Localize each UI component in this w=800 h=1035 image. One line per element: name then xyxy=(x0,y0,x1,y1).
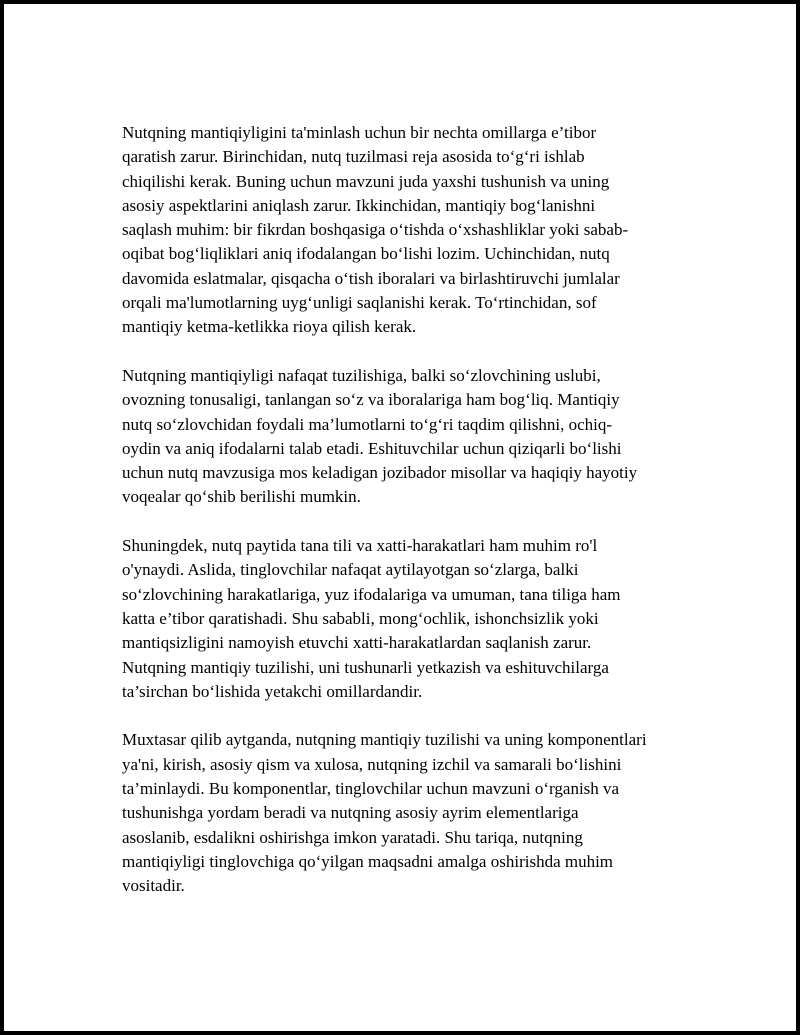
paragraph-2 xyxy=(122,364,692,510)
text-line: Nutqning mantiqiyligi nafaqat tuzilishiga, balki so‘zlovchining uslubi, xyxy=(122,365,601,385)
text-line: asosiy aspektlarini aniqlash zarur. Ikkinchidan, mantiqiy bog‘lanishni xyxy=(122,195,596,215)
paragraph-1 xyxy=(122,121,692,340)
text-line: oqibat bog‘liqliklari aniq ifodalangan bo‘lishi lozim. Uchinchidan, nutq xyxy=(122,244,610,264)
text-line: mantiqiy ketma-ketlikka rioya qilish kerak. xyxy=(122,317,417,337)
text-line: mantiqsizligini namoyish etuvchi xatti-harakatlardan saqlanish zarur. xyxy=(122,633,592,653)
text-line: ta’sirchan bo‘lishida yetakchi omillardandir. xyxy=(122,681,423,701)
text-line: qaratish zarur. Birinchidan, nutq tuzilmasi reja asosida to‘g‘ri ishlab xyxy=(122,147,585,167)
text-line: saqlash muhim: bir fikrdan boshqasiga o‘tishda o‘xshashliklar yoki sabab- xyxy=(122,220,629,240)
text-line: Muxtasar qilib aytganda, nutqning mantiqiy tuzilishi va uning komponentlari xyxy=(122,730,647,750)
text-line: Nutqning mantiqiy tuzilishi, uni tushunarli yetkazish va eshituvchilarga xyxy=(122,657,609,677)
text-line: katta e’tibor qaratishadi. Shu sababli, mong‘ochlik, ishonchsizlik yoki xyxy=(122,608,599,628)
text-line: tushunishga yordam beradi va nutqning asosiy ayrim elementlariga xyxy=(122,803,579,823)
text-line: ta’minlaydi. Bu komponentlar, tinglovchilar uchun mavzuni o‘rganish va xyxy=(122,779,620,799)
text-line: uchun nutq mavzusiga mos keladigan jozibador misollar va haqiqiy hayotiy xyxy=(122,463,638,483)
text-line: Shuningdek, nutq paytida tana tili va xatti-harakatlari ham muhim ro'l xyxy=(122,536,598,556)
text-line: so‘zlovchining harakatlariga, yuz ifodalariga va umuman, tana tiliga ham xyxy=(122,584,621,604)
paragraph-3 xyxy=(122,534,692,704)
text-line: ya'ni, kirish, asosiy qism va xulosa, nutqning izchil va samarali bo‘lishini xyxy=(122,754,622,774)
text-line: asoslanib, esdalikni oshirishga imkon yaratadi. Shu tariqa, nutqning xyxy=(122,827,583,847)
text-line: vositadir. xyxy=(122,876,185,896)
document-body xyxy=(122,121,692,923)
text-line: oydin va aniq ifodalarni talab etadi. Eshituvchilar uchun qiziqarli bo‘lishi xyxy=(122,438,622,458)
text-line: o'ynaydi. Aslida, tinglovchilar nafaqat aytilayotgan so‘zlarga, balki xyxy=(122,560,579,580)
text-line: orqali ma'lumotlarning uyg‘unligi saqlanishi kerak. To‘rtinchidan, sof xyxy=(122,293,597,313)
text-line: davomida eslatmalar, qisqacha o‘tish iboralari va birlashtiruvchi jumlalar xyxy=(122,268,620,288)
text-line: Nutqning mantiqiyligini ta'minlash uchun bir nechta omillarga e’tibor xyxy=(122,123,597,142)
text-line: nutq so‘zlovchidan foydali ma’lumotlarni to‘g‘ri taqdim qilishni, ochiq- xyxy=(122,414,613,434)
text-line: mantiqiyligi tinglovchiga qo‘yilgan maqsadni amalga oshirishda muhim xyxy=(122,851,614,871)
text-line: voqealar qo‘shib berilishi mumkin. xyxy=(122,487,361,507)
paragraph-4 xyxy=(122,728,692,898)
text-line: ovozning tonusaligi, tanlangan so‘z va iboralariga ham bog‘liq. Mantiqiy xyxy=(122,390,620,410)
text-line: chiqilishi kerak. Buning uchun mavzuni juda yaxshi tushunish va uning xyxy=(122,171,610,191)
